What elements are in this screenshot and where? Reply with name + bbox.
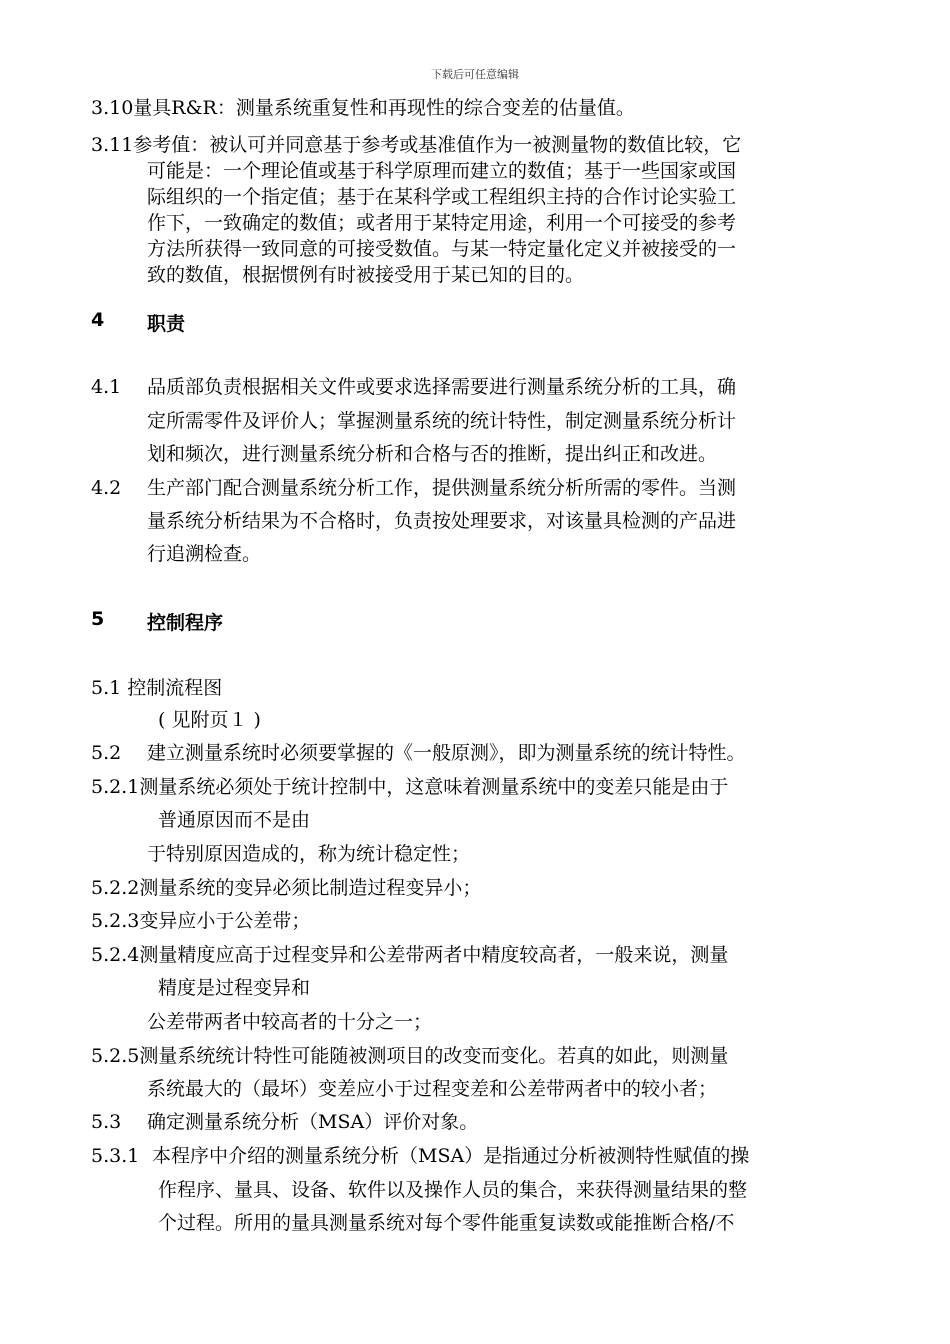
- clause-5-2-3: 5.2.3变异应小于公差带；: [91, 910, 311, 932]
- clause-4-1-line-1: 品质部负责根据相关文件或要求选择需要进行测量系统分析的工具，确: [147, 376, 737, 398]
- clause-3-11-line-2: 可能是：一个理论值或基于科学原理而建立的数值；基于一些国家或国: [147, 160, 737, 182]
- clause-5-1-note: ( 见附页１ ): [158, 709, 261, 731]
- clause-3-11-line-1: 3.11参考值：被认可并同意基于参考或基准值作为一被测量物的数值比较，它: [91, 134, 742, 156]
- clause-5-3-text: 确定测量系统分析（MSA）评价对象。: [147, 1111, 479, 1133]
- clause-5-3-1-number: 5.3.1: [91, 1145, 140, 1167]
- section-4-number: 4: [91, 309, 105, 331]
- clause-5-2-4-line-1: 5.2.4测量精度应高于过程变异和公差带两者中精度较高者，一般来说，测量: [91, 944, 729, 966]
- clause-5-3-1-line-3: 个过程。所用的量具测量系统对每个零件能重复读数或能推断合格/不: [158, 1212, 735, 1234]
- clause-5-2-1-line-2: 普通原因而不是由: [158, 809, 311, 831]
- clause-5-3-1-line-1: 本程序中介绍的测量系统分析（MSA）是指通过分析被测特性赋值的操: [152, 1145, 750, 1167]
- clause-4-2-line-2: 量系统分析结果为不合格时，负责按处理要求，对该量具检测的产品进: [147, 510, 737, 532]
- clause-5-2-5-line-2: 系统最大的（最坏）变差应小于过程变差和公差带两者中的较小者；: [147, 1078, 718, 1100]
- clause-5-2-number: 5.2: [91, 742, 122, 764]
- clause-3-11-line-5: 方法所获得一致同意的可接受数值。与某一特定量化定义并被接受的一: [147, 238, 737, 260]
- clause-4-1-line-2: 定所需零件及评价人；掌握测量系统的统计特性，制定测量系统分析计: [147, 410, 737, 432]
- clause-5-2-4-line-3: 公差带两者中较高者的十分之一；: [147, 1011, 433, 1033]
- clause-3-10: 3.10量具R&R：测量系统重复性和再现性的综合变差的估量值。: [91, 97, 635, 119]
- clause-3-11-line-6: 致的数值，根据惯例有时被接受用于某已知的目的。: [147, 264, 585, 286]
- clause-5-2-2: 5.2.2测量系统的变异必须比制造过程变异小；: [91, 877, 482, 899]
- page-header: 下载后可任意编辑: [431, 68, 519, 81]
- section-4-title: 职责: [147, 313, 186, 335]
- section-5-number: 5: [91, 608, 105, 630]
- clause-5-2-text: 建立测量系统时必须要掌握的《一般原测》，即为测量系统的统计特性。: [147, 742, 746, 764]
- clause-5-3-1-line-2: 作程序、量具、设备、软件以及操作人员的集合，来获得测量结果的整: [158, 1179, 748, 1201]
- clause-5-1: 5.1 控制流程图: [91, 677, 223, 699]
- clause-4-2-line-1: 生产部门配合测量系统分析工作，提供测量系统分析所需的零件。当测: [147, 477, 737, 499]
- clause-5-2-1-line-1: 5.2.1测量系统必须处于统计控制中，这意味着测量系统中的变差只能是由于: [91, 776, 729, 798]
- clause-4-2-line-3: 行追溯检查。: [147, 543, 262, 565]
- clause-5-2-1-line-3: 于特别原因造成的，称为统计稳定性；: [147, 843, 471, 865]
- clause-3-11-line-4: 作下，一致确定的数值；或者用于某特定用途，利用一个可接受的参考: [147, 212, 737, 234]
- clause-5-2-4-line-2: 精度是过程变异和: [158, 977, 311, 999]
- clause-5-3-number: 5.3: [91, 1111, 122, 1133]
- clause-4-1-line-3: 划和频次，进行测量系统分析和合格与否的推断，提出纠正和改进。: [147, 443, 718, 465]
- section-5-title: 控制程序: [147, 612, 224, 634]
- clause-4-1-number: 4.1: [91, 376, 122, 398]
- clause-3-11-line-3: 际组织的一个指定值；基于在某科学或工程组织主持的合作讨论实验工: [147, 186, 737, 208]
- clause-4-2-number: 4.2: [91, 477, 122, 499]
- clause-5-2-5-line-1: 5.2.5测量系统统计特性可能随被测项目的改变而变化。若真的如此，则测量: [91, 1045, 729, 1067]
